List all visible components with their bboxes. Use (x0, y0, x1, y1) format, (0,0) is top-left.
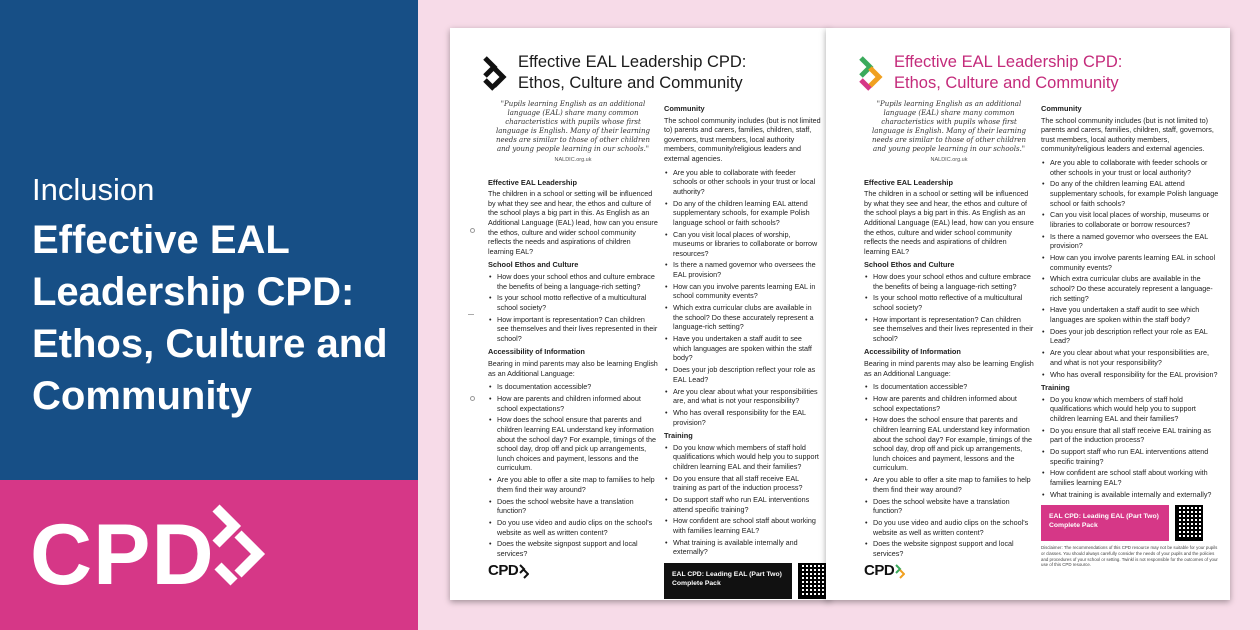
leadership-text: The children in a school or setting will be influenced by what they see and hear, the ethos and culture of the school plays a big part in this. As English as an Additional Language (EAL) lead, how can you ensure the ethos, culture and wider school community reflects the needs and aspirations of children learning EAL? (864, 189, 1034, 256)
list-item: • How does your school ethos and culture embrace the benefits of being a language-rich setting? (864, 272, 1034, 291)
list-item: • Is your school motto reflective of a multicultural school society? (488, 293, 658, 312)
list-item: • Does the website signpost support and local services? (864, 539, 1034, 558)
quote-source: NALDIC.org.uk (930, 157, 968, 163)
list-item: • Which extra curricular clubs are available in the school? Do these accurately represent a language-rich setting? (664, 303, 822, 332)
quote-source: NALDIC.org.uk (554, 157, 592, 163)
list-item: • Is there a named governor who oversees the EAL provision? (1041, 232, 1221, 251)
heading-ethos: School Ethos and Culture (864, 260, 955, 270)
list-item: • How can you involve parents learning EAL in school community events? (664, 282, 822, 301)
list-item: • Can you visit local places of worship, museums or libraries to collaborate or borrow resources? (664, 230, 822, 259)
list-item: • How are parents and children informed about school expectations? (864, 394, 1034, 413)
heading-leadership: Effective EAL Leadership (488, 177, 577, 187)
list-item: • Is there a named governor who oversees the EAL provision? (664, 260, 822, 279)
accessibility-text: Bearing in mind parents may also be learning English as an Additional Language: (488, 359, 658, 378)
doc-left-column (488, 100, 658, 561)
heading-community: Community (1041, 104, 1082, 113)
quote: "Pupils learning English as an additional language (EAL) share many common characteristics with pupils whose first language is English. Many of their learning needs are similar to those of other children and young people learning in our schools." (871, 100, 1027, 153)
cpd-banner (0, 480, 418, 630)
list-item: • Are you able to collaborate with feeder schools or other schools in your trust or local authority? (1041, 158, 1221, 177)
list-item: • Have you undertaken a staff audit to see which languages are spoken within the staff body? (1041, 305, 1221, 324)
list-item: • How confident are school staff about working with families learning EAL? (664, 516, 822, 535)
qr-code-icon (1175, 505, 1203, 541)
doc-footer-logo (488, 562, 548, 582)
heading-training: Training (1041, 383, 1070, 393)
chevron-logo-icon (482, 56, 508, 96)
punch-hole (470, 228, 475, 233)
list-item: • Do any of the children learning EAL attend supplementary schools, for example Polish language school or faith schools? (1041, 179, 1221, 208)
pack-promo (664, 563, 822, 599)
accessibility-list (488, 382, 658, 558)
doc-left-column (864, 100, 1034, 561)
list-item: • Are you able to offer a site map to families to help them find their way around? (488, 475, 658, 494)
accessibility-text: Bearing in mind parents may also be learning English as an Additional Language: (864, 359, 1034, 378)
accessibility-list (864, 382, 1034, 558)
doc-right-column (664, 100, 822, 599)
heading-training: Training (664, 431, 693, 441)
heading-accessibility: Accessibility of Information (488, 347, 585, 357)
chevron-logo-icon (858, 56, 884, 96)
training-list (1041, 395, 1221, 500)
chevron-arrows-icon (212, 504, 272, 600)
list-item: • Do you ensure that all staff receive EAL training as part of the induction process? (1041, 426, 1221, 445)
pack-promo (1041, 505, 1221, 541)
list-item: • Have you undertaken a staff audit to see which languages are spoken within the staff body? (664, 334, 822, 363)
list-item: • Which extra curricular clubs are available in the school? Do these accurately represent a language-rich setting? (1041, 274, 1221, 303)
list-item: • Do you know which members of staff hold qualifications which would help you to support children learning EAL and their families? (1041, 395, 1221, 424)
list-item: • Do you ensure that all staff receive EAL training as part of the induction process? (664, 474, 822, 493)
list-item: • How important is representation? Can children see themselves and their lives represented in their school? (488, 315, 658, 344)
list-item: • How confident are school staff about working with families learning EAL? (1041, 468, 1221, 487)
doc-right-column (1041, 100, 1221, 568)
list-item: • How can you involve parents learning EAL in school community events? (1041, 253, 1221, 272)
doc-header (482, 50, 820, 100)
list-item: • Does the website signpost support and local services? (488, 539, 658, 558)
ethos-list (488, 272, 658, 344)
doc-footer-logo (864, 562, 924, 582)
community-list (664, 168, 822, 428)
resource-title: Effective EAL Leadership CPD: Ethos, Culture and Community (32, 218, 388, 418)
training-list (664, 443, 822, 557)
list-item: • Are you able to collaborate with feeder schools or other schools in your trust or local authority? (664, 168, 822, 197)
list-item: • Are you able to offer a site map to families to help them find their way around? (864, 475, 1034, 494)
list-item: • Is documentation accessible? (488, 382, 658, 392)
list-item: • Can you visit local places of worship, museums or libraries to collaborate or borrow resources? (1041, 210, 1221, 229)
heading-leadership: Effective EAL Leadership (864, 177, 953, 187)
list-item: • Are you clear about what your responsibilities are, and what is not your responsibility? (664, 387, 822, 406)
heading-community: Community (664, 104, 705, 113)
pack-link-box[interactable]: EAL CPD: Leading EAL (Part Two) Complete Pack (664, 563, 792, 599)
category-label: Inclusion (32, 172, 155, 207)
chevron-logo-icon (519, 564, 529, 580)
cpd-badge-text: CPD (30, 507, 215, 603)
qr-code-icon (798, 563, 826, 599)
fold-mark (468, 314, 474, 315)
list-item: • What training is available internally and externally? (664, 538, 822, 557)
list-item: • Do you use video and audio clips on the school's website as well as written content? (864, 518, 1034, 537)
list-item: • How does your school ethos and culture embrace the benefits of being a language-rich setting? (488, 272, 658, 291)
heading-ethos: School Ethos and Culture (488, 260, 579, 270)
document-preview-mono (450, 28, 830, 600)
community-text: The school community includes (but is not limited to) parents and carers, families, children, staff, governors, trust members, local authority members, community/religious leaders and external agencies. (1041, 115, 1214, 154)
doc-title: Effective EAL Leadership CPD: Ethos, Culture and Community (894, 53, 1123, 92)
list-item: • What training is available internally and externally? (1041, 490, 1221, 500)
list-item: • Is your school motto reflective of a multicultural school society? (864, 293, 1034, 312)
ethos-list (864, 272, 1034, 344)
punch-hole (470, 396, 475, 401)
disclaimer-text: Disclaimer: The recommendations of this CPD resource may not be suitable for your pupils or classes. You should always carefully consider the needs of your pupils and the policies and procedures of your school or setting. Twinkl is not responsible for the outcomes of your use of this CPD resource. (1041, 545, 1218, 568)
list-item: • How important is representation? Can children see themselves and their lives represented in their school? (864, 315, 1034, 344)
community-text: The school community includes (but is not limited to) parents and carers, families, children, staff, governors, trust members, local authority members, community/religious leaders and external agencies. (664, 115, 821, 163)
community-list (1041, 158, 1221, 379)
list-item: • Does your job description reflect your role as EAL Lead? (1041, 327, 1221, 346)
list-item: • Do any of the children learning EAL attend supplementary schools, for example Polish language school or faith schools? (664, 199, 822, 228)
list-item: • Do support staff who run EAL interventions attend specific training? (1041, 447, 1221, 466)
doc-title: Effective EAL Leadership CPD: Ethos, Culture and Community (518, 53, 747, 92)
heading-accessibility: Accessibility of Information (864, 347, 961, 357)
pack-link-box[interactable]: EAL CPD: Leading EAL (Part Two) Complete Pack (1041, 505, 1169, 541)
list-item: • Does the school website have a translation function? (864, 497, 1034, 516)
left-text-block (32, 172, 402, 422)
list-item: • Do you know which members of staff hold qualifications which would help you to support children learning EAL and their families? (664, 443, 822, 472)
list-item: • Are you clear about what your responsibilities are, and what is not your responsibility? (1041, 348, 1221, 367)
list-item: • Who has overall responsibility for the EAL provision? (1041, 370, 1221, 380)
list-item: • How does the school ensure that parents and children learning EAL understand key information about the school day? For example, timings of the school day, drop off and pick up arrangements, lunch choices and payment, lessons and the curriculum. (488, 415, 658, 473)
list-item: • How does the school ensure that parents and children learning EAL understand key information about the school day? For example, timings of the school day, drop off and pick up arrangements, lunch choices and payment, lessons and the curriculum. (864, 415, 1034, 473)
footer-logo-text: CPD (864, 562, 895, 579)
list-item: • Who has overall responsibility for the EAL provision? (664, 408, 822, 427)
footer-logo-text: CPD (488, 562, 519, 579)
list-item: • How are parents and children informed about school expectations? (488, 394, 658, 413)
chevron-logo-icon (895, 564, 905, 580)
list-item: • Does the school website have a translation function? (488, 497, 658, 516)
left-panel (0, 0, 418, 630)
list-item: • Do you use video and audio clips on the school's website as well as written content? (488, 518, 658, 537)
list-item: • Does your job description reflect your role as EAL Lead? (664, 365, 822, 384)
list-item: • Do support staff who run EAL interventions attend specific training? (664, 495, 822, 514)
list-item: • Is documentation accessible? (864, 382, 1034, 392)
doc-header (858, 50, 1220, 100)
quote: "Pupils learning English as an additional language (EAL) share many common characteristics with pupils whose first language is English. Many of their learning needs are similar to those of other children and young people learning in our schools." (495, 100, 651, 153)
leadership-text: The children in a school or setting will be influenced by what they see and hear, the ethos and culture of the school plays a big part in this. As English as an Additional Language (EAL) lead, how can you ensure the ethos, culture and wider school community reflects the needs and aspirations of children learning EAL? (488, 189, 658, 256)
document-preview-colour (826, 28, 1230, 600)
